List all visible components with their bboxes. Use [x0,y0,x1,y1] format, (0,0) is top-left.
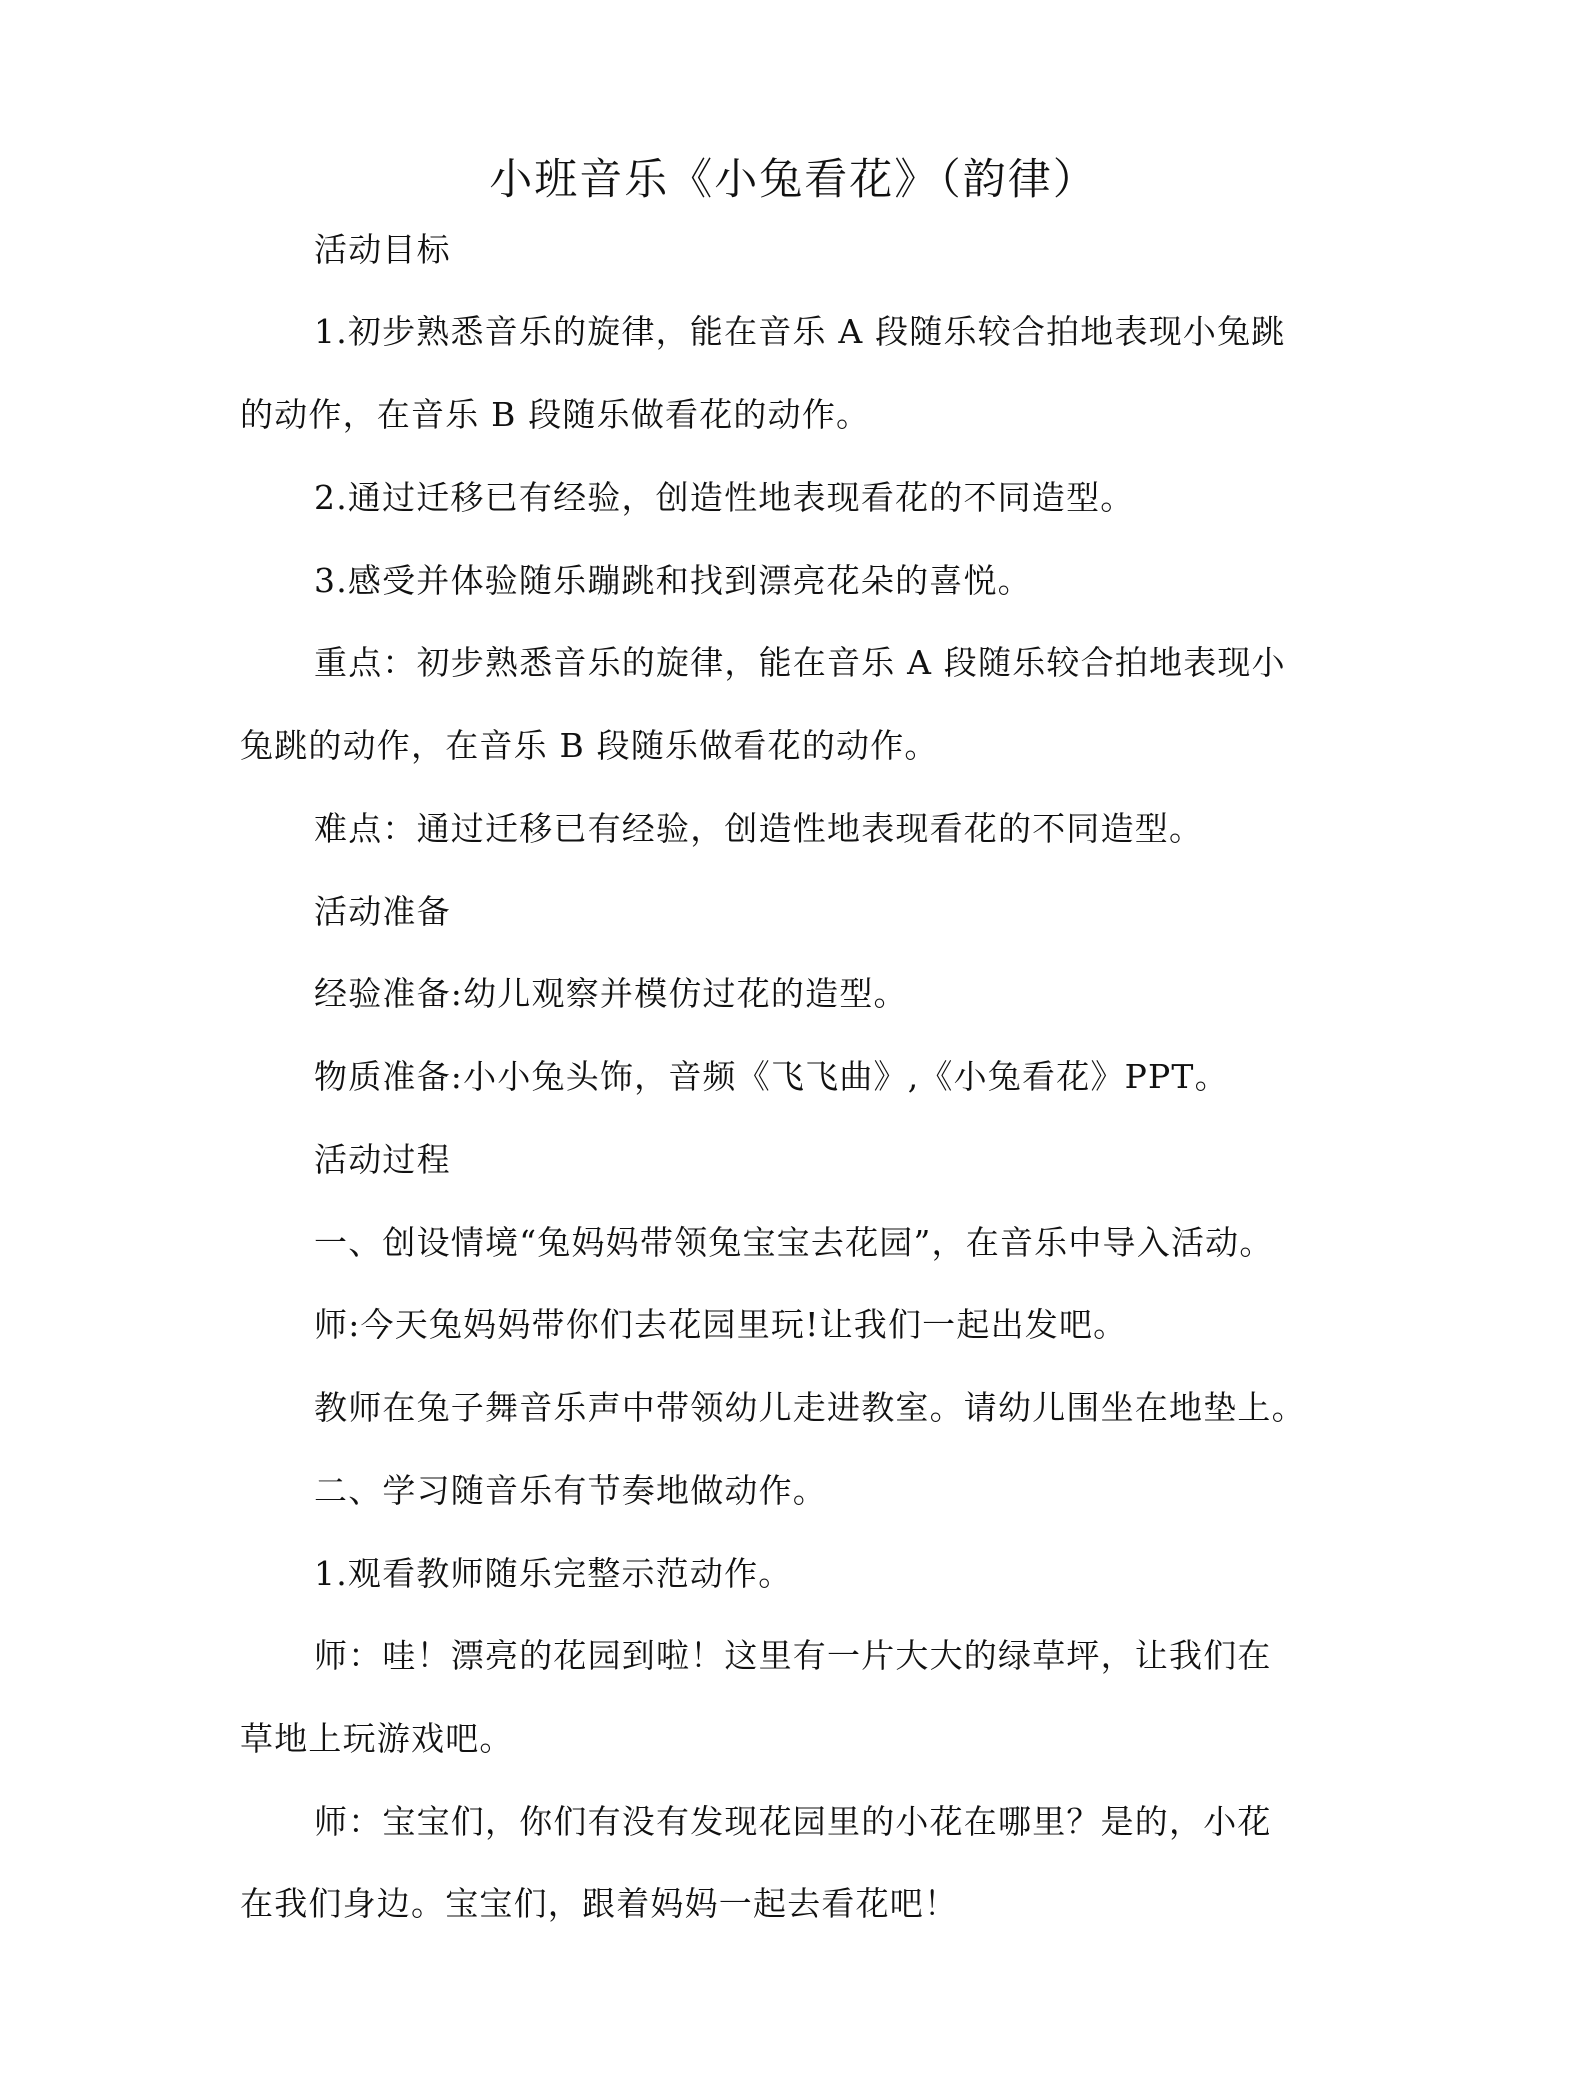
paragraph-line: 3.感受并体验随乐蹦跳和找到漂亮花朵的喜悦。 [314,561,1032,600]
paragraph-line: 师：哇！漂亮的花园到啦！这里有一片大大的绿草坪，让我们在 [314,1636,1272,1675]
paragraph-line: 1.初步熟悉音乐的旋律，能在音乐 A 段随乐较合拍地表现小兔跳 [314,312,1286,351]
paragraph-line: 的动作，在音乐 B 段随乐做看花的动作。 [240,395,871,434]
paragraph-line: 师:今天兔妈妈带你们去花园里玩!让我们一起出发吧。 [314,1305,1128,1344]
paragraph-line: 物质准备:小小兔头饰，音频《飞飞曲》,《小兔看花》PPT。 [314,1057,1229,1096]
heading-activity-goals: 活动目标 [314,230,451,269]
paragraph-line: 教师在兔子舞音乐声中带领幼儿走进教室。请幼儿围坐在地垫上。 [314,1388,1306,1427]
paragraph-line: 草地上玩游戏吧。 [240,1719,514,1758]
paragraph-line: 师：宝宝们，你们有没有发现花园里的小花在哪里？是的，小花 [314,1802,1272,1841]
paragraph-line: 难点：通过迁移已有经验，创造性地表现看花的不同造型。 [314,809,1204,848]
heading-activity-preparation: 活动准备 [314,892,451,931]
paragraph-line: 兔跳的动作，在音乐 B 段随乐做看花的动作。 [240,726,939,765]
document-title: 小班音乐《小兔看花》（韵律） [489,155,1098,205]
paragraph-line: 经验准备:幼儿观察并模仿过花的造型。 [314,974,908,1013]
paragraph-line: 二、学习随音乐有节奏地做动作。 [314,1471,827,1510]
paragraph-line: 1.观看教师随乐完整示范动作。 [314,1554,793,1593]
paragraph-line: 2.通过迁移已有经验，创造性地表现看花的不同造型。 [314,478,1135,517]
paragraph-line: 在我们身边。宝宝们，跟着妈妈一起去看花吧！ [240,1884,959,1923]
paragraph-line: 重点：初步熟悉音乐的旋律，能在音乐 A 段随乐较合拍地表现小 [314,643,1286,682]
heading-activity-process: 活动过程 [314,1140,451,1179]
paragraph-line: 一、创设情境“兔妈妈带领兔宝宝去花园”，在音乐中导入活动。 [314,1223,1274,1262]
